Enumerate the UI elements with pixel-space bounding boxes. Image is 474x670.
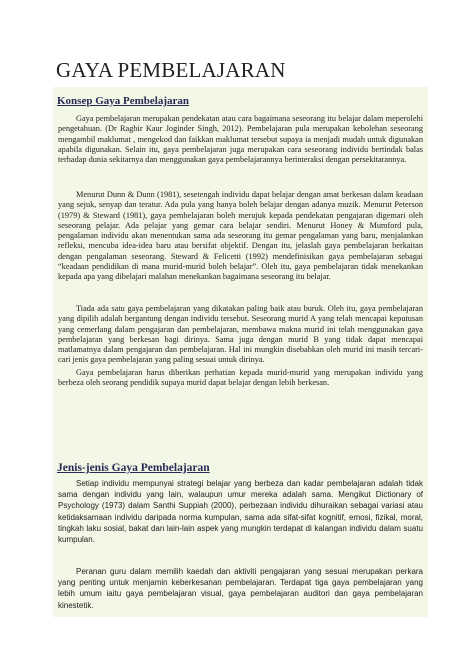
paragraph: Gaya pembelajaran merupakan pendekatan atau cara bagaimana seseorang itu belajar dalam meperolehi pengetahuan. (Dr Ragbir Kaur Joginder Singh, 2012). Pembelajaran pula merupakan kebolehan seseorang mengambil maklumat , mengekod dan faikkan maklumat tersebut supaya ia menjadi mudah untuk digunakan apabila digunakan. Selain itu, gaya pembelajaran juga merupakan cara seseorang individu bertindak balas terhadap dunia sekitarnya dan menggunakan gaya pembelajarannya berinteraksi dengan persekitarannya.	[58, 114, 423, 165]
document-title: GAYA PEMBELAJARAN	[56, 58, 286, 82]
paragraph: Tiada ada satu gaya pembelajaran yang dikatakan paling baik atau buruk. Oleh itu, gaya pembelajaran yang dipilih adalah bergantung dengan individu tersebut. Seseorang murid A yang telah mencapai keputusan yang cemerlang dalam pengajaran dan pembelajaran, membawa makna murid ini telah menggunakan gaya pembelajaran yang berkesan bagi dirinya. Sama juga dengan murid B yang tidak dapat mencapai matlamatnya dalam pengajaran dan pembelajaran. Hal ini mungkin disebabkan oleh murid ini masih tercari-cari jenis gaya pembelajaran yang paling sesuai untuk dirinya.	[58, 304, 423, 365]
paragraph: Gaya pembelajaran harus diberikan perhatian kepada murid-murid yang merupakan individu yang berbeza oleh seorang pendidik supaya murid dapat belajar dengan lebih berkesan.	[58, 368, 423, 388]
section-heading-jenis: Jenis-jenis Gaya Pembelajaran	[57, 462, 210, 474]
section-heading-konsep: Konsep Gaya Pembelajaran	[57, 95, 189, 107]
paragraph: Setiap individu mempunyai strategi belajar yang berbeza dan kadar pembelajaran adalah tidak sama dengan individu yang lain, walaupun umur mereka adalah sama. Mengikut Dictionary of Psychology (1973) dalam Santhi Suppiah (2000), perbezaan individu dihuraikan sebagai variasi atau ketidaksamaan individu daripada norma kumpulan, sama ada sifat-sifat kognitif, emosi, fizikal, moral, tingkah laku sosial, bakat dan lain-lain aspek yang mungkin terdapat di kalangan individu dalam suatu kumpulan.	[58, 479, 423, 545]
paragraph: Menurut Dunn & Dunn (1981), sesetengah individu dapat belajar dengan amat berkesan dalam keadaan yang sejuk, senyap dan teratur. Ada pula yang hanya boleh belajar dengan adanya muzik. Menurut Peterson (1979) & Steward (1981), gaya pembelajaran boleh merujuk kepada pendekatan pengajaran digemari oleh seseorang pelajar. Ada pelajar yang gemar cara belajar sendiri. Menurut Honey & Mumford pula, pengalaman individu akan menentukan sama ada seseorang itu gemar pengalaman yang baru, menjalankan refleksi, mencuba idea-idea baru atau bersifat objektif. Dengan itu, jelaslah gaya pembelajaran berkaitan dengan pengalaman seseorang. Steward & Felicetti (1992) mendefinisikan gaya pembelajaran sebagai “keadaan pendidikan di mana murid-murid boleh belajar”. Oleh itu, gaya pembelajaran tidak menekankan kepada apa yang dibelajari malahan menekankan bagaimana seseorang itu belajar.	[58, 190, 423, 282]
paragraph: Peranan guru dalam memilih kaedah dan aktiviti pengajaran yang sesuai merupakan perkara yang penting untuk menjamin keberkesanan pembelajaran. Terdapat tiga gaya pembelajaran yang lebih umum iaitu gaya pembelajaran visual, gaya pembelajaran auditori dan gaya pembelajaran kinestetik.	[58, 567, 423, 610]
